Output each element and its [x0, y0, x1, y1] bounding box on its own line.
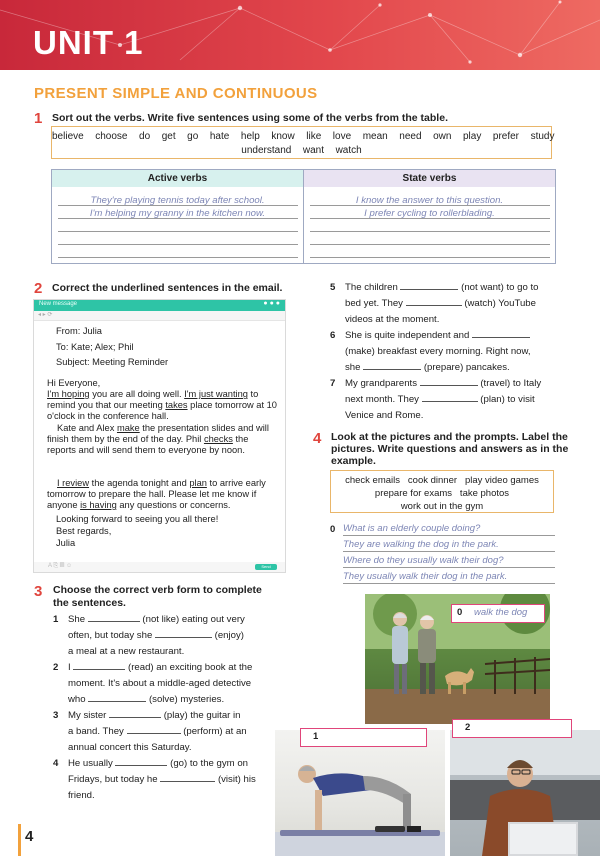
picture-number: 0 [457, 607, 463, 618]
example-line-2: They are walking the dog in the park. [343, 538, 555, 552]
answer-line[interactable] [58, 257, 298, 258]
answer-blank[interactable] [420, 376, 478, 386]
answer-blank[interactable] [88, 612, 140, 622]
activity-word-bank [330, 470, 554, 513]
state-verbs-header: State verbs [304, 170, 555, 187]
email-footer [34, 562, 285, 572]
item-number: 4 [53, 758, 59, 769]
answer-blank[interactable] [406, 296, 462, 306]
exercise-1-instruction: Sort out the verbs. Write five sentences using some of the verbs from the table. [52, 112, 448, 124]
item-text: She (not like) eating out very [68, 614, 245, 625]
item-number: 3 [53, 710, 59, 721]
email-regards: Best regards, [56, 526, 112, 536]
item-number: 7 [330, 378, 336, 389]
email-paragraph-1: I'm hoping you are all doing well. I'm just wanting to remind you that our meeting takes place tomorrow at 10 o'clock in the conference hall. [47, 389, 277, 421]
item-number: 6 [330, 330, 336, 341]
item-number: 1 [53, 614, 59, 625]
email-closing: Looking forward to seeing you all there! [56, 514, 219, 524]
underlined-phrase[interactable]: make [116, 423, 140, 433]
page-number-tab [0, 818, 34, 856]
exercise-3-number: 3 [34, 583, 43, 600]
exercise-3-instruction-2: the sentences. [53, 597, 126, 609]
item-text: she (prepare) pancakes. [345, 362, 510, 373]
word-bank-line-1: believe choose do get go hate help know like love mean need own play prefer study [52, 131, 555, 142]
answer-line[interactable] [310, 205, 550, 206]
active-verbs-header: Active verbs [52, 170, 304, 187]
picture-number: 1 [313, 731, 319, 742]
state-example-1: I know the answer to this question. [355, 195, 504, 206]
active-example-1: They're playing tennis today after school. [90, 195, 265, 206]
item-text: who (solve) mysteries. [68, 694, 225, 705]
answer-blank[interactable] [400, 280, 458, 290]
toolbar-icons[interactable]: ◂ ▸ ⟳ [38, 312, 53, 318]
email-toolbar [34, 311, 285, 321]
email-greeting: Hi Everyone, [47, 378, 101, 388]
exercise-2-number: 2 [34, 280, 43, 297]
answer-line[interactable] [58, 218, 298, 219]
answer-blank[interactable] [422, 392, 478, 402]
item-text: Venice and Rome. [345, 410, 424, 421]
exercise-2-instruction: Correct the underlined sentences in the email. [52, 282, 283, 294]
email-window [33, 299, 286, 573]
item-text: bed yet. They (watch) YouTube [345, 298, 536, 309]
item-text: friend. [68, 790, 95, 801]
email-signature: Julia [56, 538, 76, 548]
answer-blank[interactable] [109, 708, 161, 718]
answer-blank[interactable] [115, 756, 167, 766]
item-text: often, but today she (enjoy) [68, 630, 244, 641]
answer-blank[interactable] [160, 772, 215, 782]
exercise-4-instruction-3: example. [331, 455, 376, 467]
email-paragraph-2: Kate and Alex make the presentation slides and will finish them by the end of the day. Phil checks the reports and will send them to everyone by noon. [47, 423, 269, 455]
answer-line[interactable] [310, 257, 550, 258]
picture-man-laptop [450, 730, 600, 856]
page-number: 4 [25, 828, 34, 845]
item-number: 2 [53, 662, 59, 673]
item-text: a band. They (perform) at an [68, 726, 247, 737]
email-from: From: Julia [56, 326, 102, 336]
page-accent-bar [18, 824, 21, 856]
example-line-1: What is an elderly couple doing? [343, 522, 555, 536]
item-text: Fridays, but today he (visit) his [68, 774, 256, 785]
answer-line[interactable] [58, 231, 298, 232]
exercise-3-items-continued [330, 280, 570, 420]
email-window-title: New message [39, 301, 78, 307]
item-text: She is quite independent and [345, 328, 530, 345]
exercise-4-instruction-2: pictures. Write questions and answers as in the [331, 443, 569, 455]
item-text: My grandparents (travel) to Italy [345, 378, 542, 389]
item-text: videos at the moment. [345, 314, 440, 325]
picture-2-label[interactable] [452, 719, 572, 738]
answer-blank[interactable] [73, 660, 125, 670]
underlined-phrase[interactable]: takes [165, 400, 188, 410]
item-text: moment. It's about a middle-aged detective [68, 678, 252, 689]
answer-blank[interactable] [127, 724, 181, 734]
example-number: 0 [330, 524, 336, 535]
exercise-4-number: 4 [313, 430, 322, 447]
laptop-illustration [450, 730, 600, 856]
email-title-bar [34, 300, 285, 311]
exercise-3-instruction: Choose the correct verb form to complete [53, 584, 262, 596]
answer-blank[interactable] [155, 628, 212, 638]
active-example-2: I'm helping my granny in the kitchen now. [89, 208, 266, 219]
section-title: PRESENT SIMPLE AND CONTINUOUS [34, 85, 318, 102]
answer-blank[interactable] [88, 692, 146, 702]
item-number: 5 [330, 282, 336, 293]
item-text: My sister (play) the guitar in [68, 710, 241, 721]
attachment-icons[interactable]: A ⎘ ▤ ☺ [48, 563, 73, 569]
bank-line-2: prepare for exams take photos [374, 488, 510, 499]
picture-0-label [451, 604, 545, 623]
window-controls-icon[interactable]: ● ● ● [263, 300, 280, 307]
item-text: next month. They (plan) to visit [345, 394, 535, 405]
word-bank-line-2: understand want watch [241, 145, 362, 156]
answer-blank[interactable] [363, 360, 421, 370]
answer-line[interactable] [310, 231, 550, 232]
item-text: (make) breakfast every morning. Right now, [345, 346, 531, 357]
item-text: a meal at a new restaurant. [68, 646, 185, 657]
item-text: The children (not want) to go to [345, 282, 539, 293]
send-button[interactable]: Send [255, 564, 277, 570]
answer-line[interactable] [310, 244, 550, 245]
picture-number: 2 [465, 722, 471, 733]
verb-word-bank [51, 126, 555, 159]
unit-title: UNIT 1 [33, 24, 144, 61]
answer-line[interactable] [58, 244, 298, 245]
answer-line[interactable] [58, 205, 298, 206]
state-example-2: I prefer cycling to rollerblading. [364, 208, 495, 219]
picture-man-workout [275, 730, 445, 856]
item-text: I (read) an exciting book at the [68, 662, 253, 673]
email-subject: Subject: Meeting Reminder [56, 357, 169, 367]
bank-line-3: work out in the gym [400, 501, 484, 512]
underlined-phrase[interactable]: I review [57, 478, 90, 488]
answer-line[interactable] [310, 218, 550, 219]
picture-label-text: walk the dog [474, 607, 528, 618]
item-text: annual concert this Saturday. [68, 742, 192, 753]
exercise-4-instruction: Look at the pictures and the prompts. Label the [331, 431, 568, 443]
answer-blank[interactable] [472, 328, 530, 338]
underlined-phrase[interactable]: is having [80, 500, 117, 510]
email-to: To: Kate; Alex; Phil [56, 342, 134, 352]
verbs-table [51, 169, 556, 264]
workout-illustration [275, 730, 445, 856]
example-line-3: Where do they usually walk their dog? [343, 554, 555, 568]
underlined-phrase[interactable]: I'm hoping [47, 389, 90, 399]
underlined-phrase[interactable]: plan [189, 478, 207, 488]
picture-1-label[interactable] [300, 728, 427, 747]
exercise-1-number: 1 [34, 110, 43, 127]
exercise-3-items [53, 612, 283, 802]
bank-line-1: check emails cook dinner play video games [345, 475, 539, 486]
example-line-4: They usually walk their dog in the park. [343, 570, 555, 584]
item-text: He usually (go) to the gym on [68, 758, 248, 769]
underlined-phrase[interactable]: checks [203, 434, 233, 444]
underlined-phrase[interactable]: I'm just wanting [184, 389, 248, 399]
email-paragraph-3: I review the agenda tonight and plan to arrive early tomorrow to prepare the hall. Please let me know if anyone is having any questions or concerns. [47, 478, 266, 510]
